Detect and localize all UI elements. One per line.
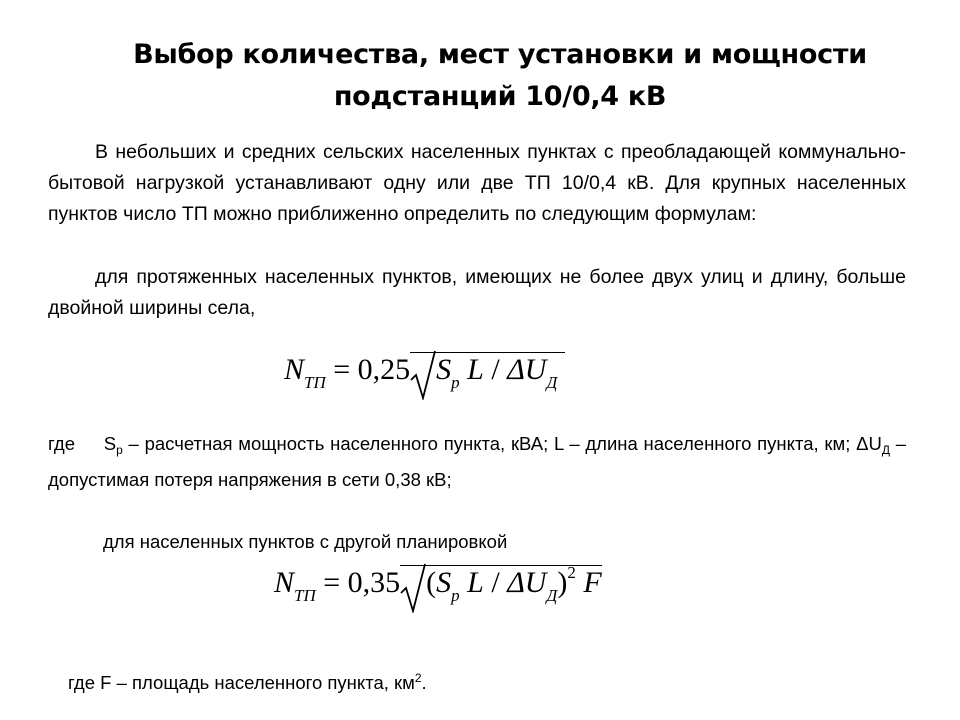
legend-2-superscript: 2 <box>414 671 422 685</box>
formula-2-equals: = <box>323 566 341 599</box>
formula-2-s-subscript: р <box>451 586 460 605</box>
formula-1-delta-u: ΔU <box>507 353 547 386</box>
formula-1-legend <box>48 427 906 497</box>
paragraph-other-layout: для населенных пунктов с другой планировкой <box>103 531 508 552</box>
formula-1-s-subscript: р <box>451 373 460 392</box>
paragraph-elongated-settlements: для протяженных населенных пунктов, имеющих не более двух улиц и длину, больше двойной ширины села, <box>48 266 906 319</box>
title-line-2: подстанций 10/0,4 кВ <box>333 81 667 112</box>
formula-2-n: N <box>274 566 295 599</box>
legend-s: S <box>103 433 117 454</box>
legend-lead: где <box>48 433 76 454</box>
radical-sign-icon <box>410 350 436 400</box>
formula-2-open-paren: ( <box>426 566 437 599</box>
title-line-1: Выбор количества, мест установки и мощности <box>133 39 867 70</box>
formula-2-power: 2 <box>567 563 576 582</box>
formula-2-legend <box>68 668 427 700</box>
formula-2-f: F <box>583 566 602 599</box>
formula-2-slash: / <box>491 566 500 599</box>
legend-text-1: – расчетная мощность населенного пункта, кВА; L – длина населенного пункта, км; ΔU <box>128 433 882 454</box>
legend-2-end: . <box>421 672 427 693</box>
slide-title <box>95 34 905 118</box>
legend-text-2: – допустимая потеря напряжения в сети 0,38 кВ; <box>48 433 906 490</box>
formula-1-slash: / <box>491 353 500 386</box>
formula-2-close-paren: ) <box>557 566 568 599</box>
formula-2-l: L <box>467 566 484 599</box>
legend-du-subscript: Д <box>881 443 890 457</box>
formula-1-coefficient: 0,25 <box>357 353 411 386</box>
formula-2-delta-u-subscript: Д <box>546 586 558 605</box>
radical-sign-icon <box>400 563 426 613</box>
formula-1-l: L <box>467 353 484 386</box>
formula-2-coefficient: 0,35 <box>347 566 401 599</box>
formula-1-n-subscript: ТП <box>304 373 326 392</box>
formula-1-s: S <box>436 353 452 386</box>
formula-1-equals: = <box>333 353 351 386</box>
legend-2-text: где F – площадь населенного пункта, км <box>68 672 415 693</box>
legend-s-subscript: р <box>116 443 123 457</box>
formula-2-s: S <box>436 566 452 599</box>
formula-1-delta-u-subscript: Д <box>546 373 558 392</box>
formula-2-delta-u: ΔU <box>507 566 547 599</box>
formula-2-n-subscript: ТП <box>294 586 316 605</box>
formula-1 <box>284 352 565 392</box>
paragraph-intro: В небольших и средних сельских населенных пунктах с преобладающей коммунально-бытовой нагрузкой устанавливают одну или две ТП 10/0,4 кВ. Для крупных населенных пунктов число ТП можно приближенно определить по следующим формулам: <box>48 141 906 225</box>
formula-2-radical <box>400 563 602 605</box>
formula-1-radical <box>410 352 565 392</box>
formula-1-n: N <box>284 353 305 386</box>
formula-2 <box>274 563 602 605</box>
